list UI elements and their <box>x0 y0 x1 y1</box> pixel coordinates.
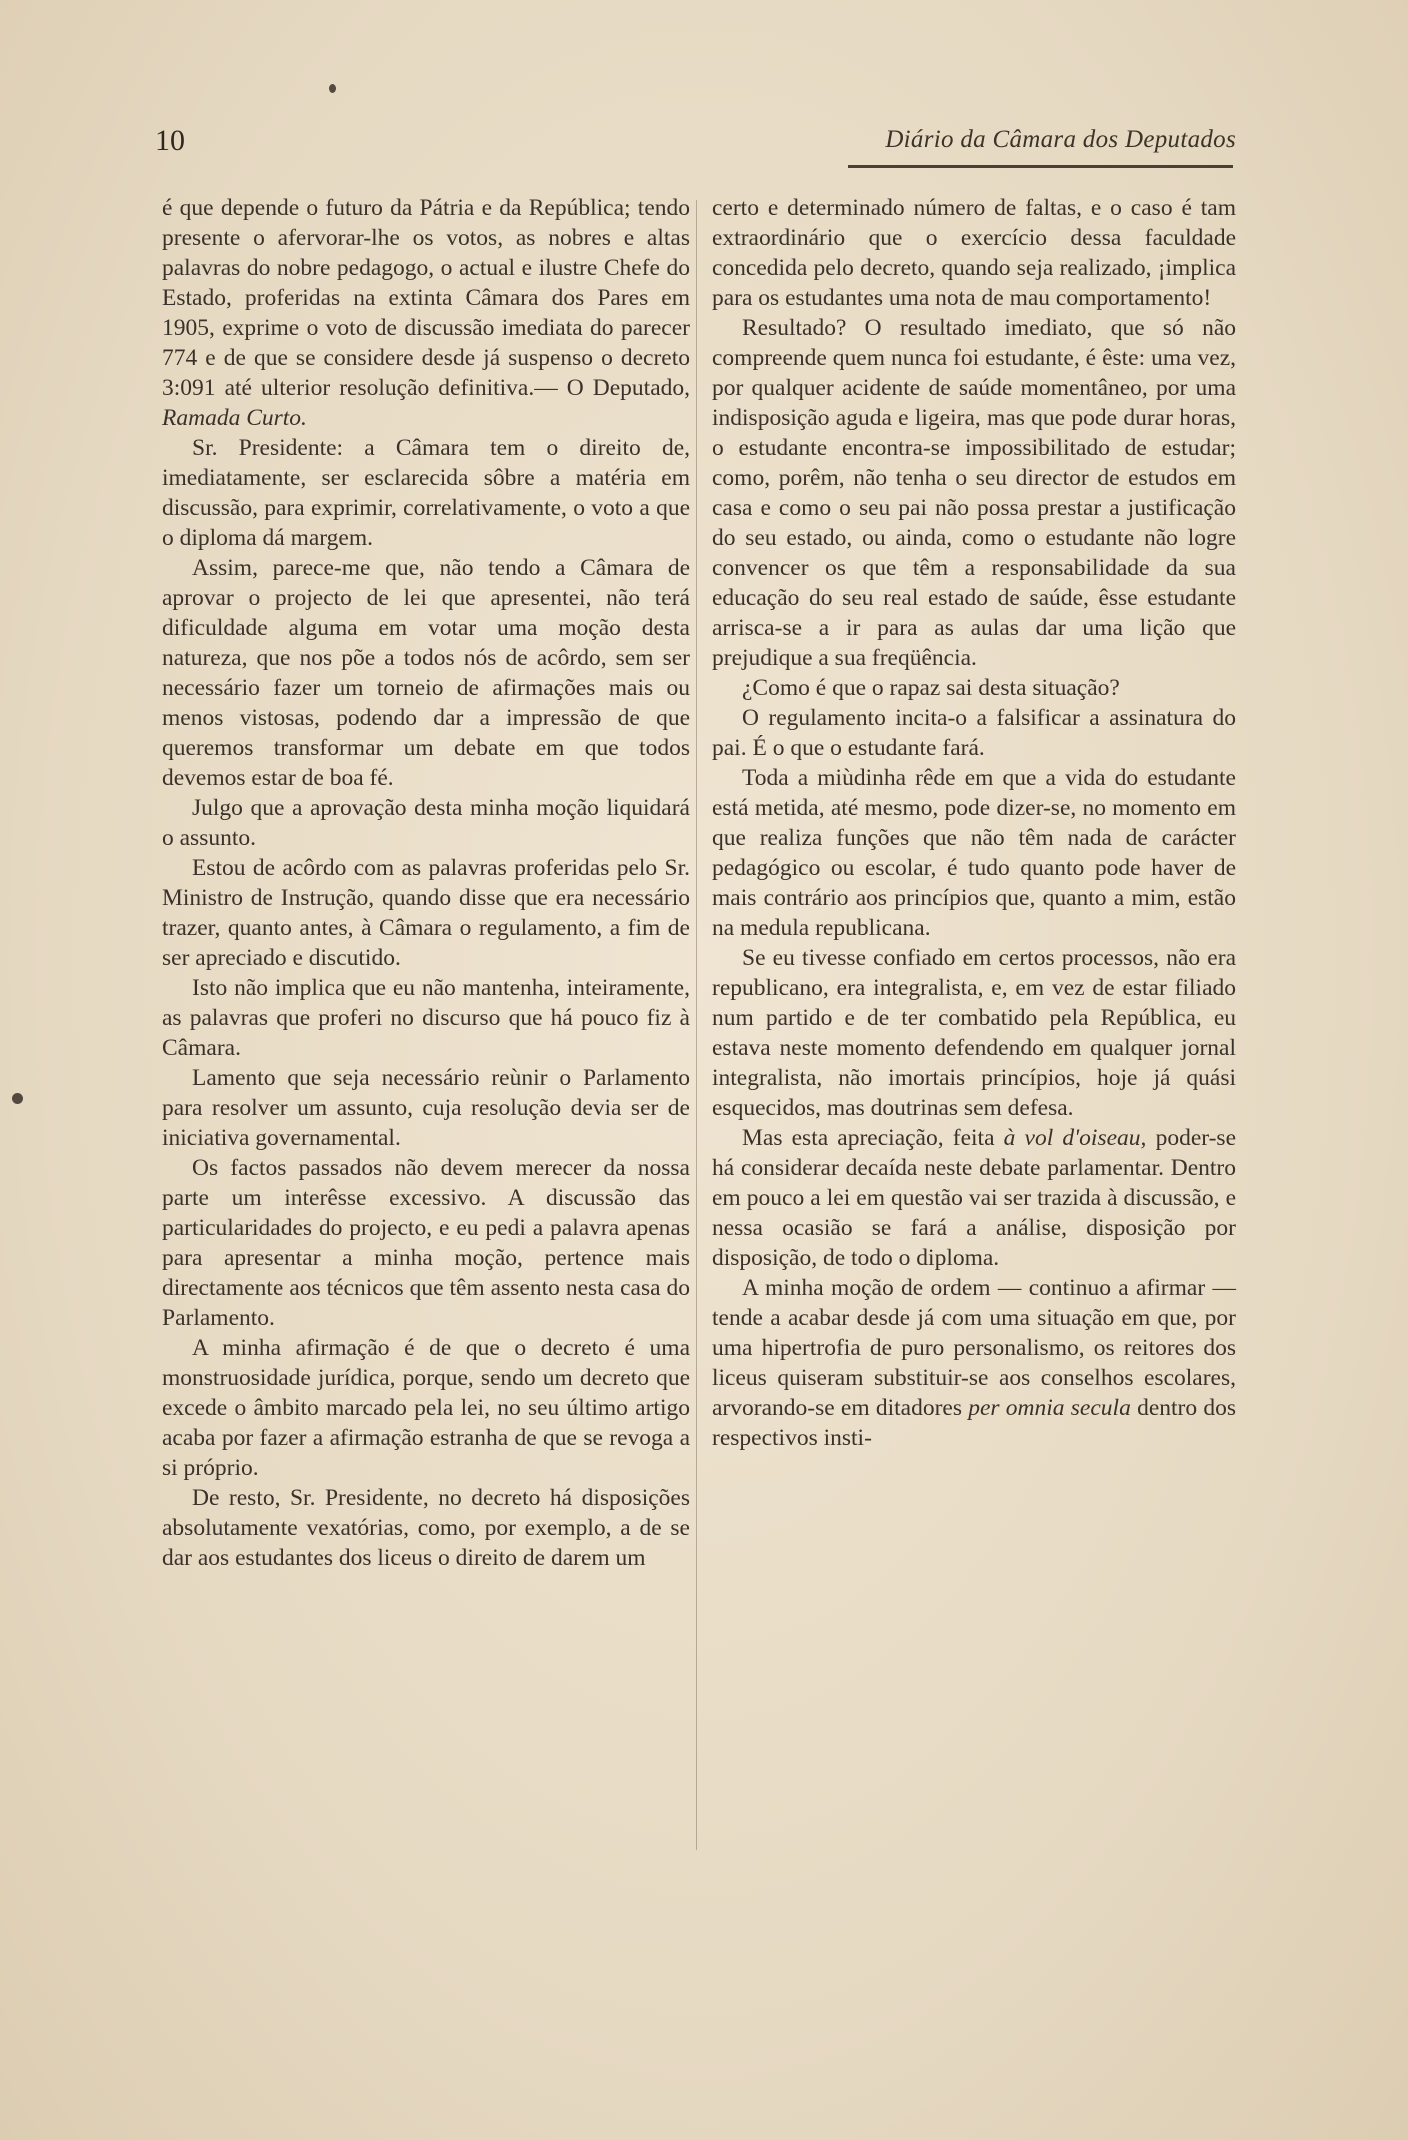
left-column <box>162 193 690 1573</box>
paragraph: Julgo que a aprovação desta minha moção liquidará o assunto. <box>162 795 690 851</box>
paragraph: De resto, Sr. Presidente, no decreto há disposições absolutamente vexatórias, como, por exemplo, a de se dar aos estudantes dos liceus o direito de darem um <box>162 1485 690 1571</box>
page-number: 10 <box>155 124 185 157</box>
ink-dot <box>329 84 336 93</box>
paragraph: Os factos passados não devem merecer da nossa parte um interêsse excessivo. A discussão das particularidades do projecto, e eu pedi a palavra apenas para apresentar a minha moção, pertence mais directamente aos técnicos que têm assento nesta casa do Parlamento. <box>162 1155 690 1331</box>
paragraph: Sr. Presidente: a Câmara tem o direito de, imediatamente, ser esclarecida sôbre a matéria em discussão, para exprimir, correlativamente, o voto a que o diploma dá margem. <box>162 435 690 551</box>
running-title: Diário da Câmara dos Deputados <box>885 126 1236 153</box>
paragraph: A minha afirmação é de que o decreto é uma monstruosidade jurídica, porque, sendo um decreto que excede o âmbito marcado pela lei, no seu último artigo acaba por fazer a afirmação estranha de que se revoga a si próprio. <box>162 1335 690 1481</box>
paragraph: Isto não implica que eu não mantenha, inteiramente, as palavras que proferi no discurso que há pouco fiz à Câmara. <box>162 975 690 1061</box>
paragraph: Resultado? O resultado imediato, que só não compreende quem nunca foi estudante, é êste: uma vez, por qualquer acidente de saúde momentâneo, por uma indisposição aguda e ligeira, mas que pode durar horas, o estudante encontra-se impossibilitado de estudar; como, porêm, não tenha o seu director de estudos em casa e como o seu pai não possa prestar a justificação do seu estado, ou ainda, como o estudante não logre convencer os que têm a responsabilidade da sua educação do seu real estado de saúde, êsse estudante arrisca-se a ir para as aulas dar uma lição que prejudique a sua freqüência. <box>712 315 1236 671</box>
ink-dot <box>12 1093 23 1104</box>
italic-phrase: à vol d'oiseau, <box>1003 1125 1147 1151</box>
right-column <box>712 193 1236 1453</box>
paragraph <box>162 193 690 433</box>
paragraph: Lamento que seja necessário reùnir o Parlamento para resolver um assunto, cuja resolução devia ser de iniciativa governamental. <box>162 1065 690 1151</box>
paragraph <box>712 1273 1236 1453</box>
header-rule <box>848 165 1233 168</box>
paragraph <box>712 1123 1236 1273</box>
italic-phrase: per omnia secula <box>968 1395 1131 1421</box>
paragraph-text: é que depende o futuro da Pátria e da República; tendo presente o afervorar-lhe os votos, as nobres e altas palavras do nobre pedagogo, o actual e ilustre Chefe do Estado, proferidas na extinta Câmara dos Pares em 1905, exprime o voto de discussão imediata do parecer 774 e de que se considere desde já suspenso o decreto 3:091 até ulterior resolução definitiva.— O Deputado, <box>162 195 690 401</box>
paragraph-text: Mas esta apreciação, feita <box>742 1125 1004 1151</box>
paragraph: Estou de acôrdo com as palavras proferidas pelo Sr. Ministro de Instrução, quando disse que era necessário trazer, quanto antes, à Câmara o regulamento, a fim de ser apreciado e discutido. <box>162 855 690 971</box>
paragraph-text: A minha moção de ordem — continuo a afirmar — tende a acabar desde já com uma situação em que, por uma hipertrofia de puro personalismo, os reitores dos liceus quiseram substituir-se aos conselhos escolares, arvorando-se em ditadores <box>712 1275 1236 1421</box>
paragraph: Se eu tivesse confiado em certos processos, não era republicano, era integralista, e, em vez de estar filiado num partido e de ter combatido pela República, eu estava neste momento defendendo em qualquer jornal integralista, não imortais princípios, hoje já quási esquecidos, mas doutrinas sem defesa. <box>712 945 1236 1121</box>
column-divider <box>696 200 697 1850</box>
paragraph: Toda a miùdinha rêde em que a vida do estudante está metida, até mesmo, pode dizer-se, no momento em que realiza funções que não têm nada de carácter pedagógico ou escolar, é tudo quanto pode haver de mais contrário aos princípios que, quanto a mim, estão na medula republicana. <box>712 765 1236 941</box>
paragraph-text: dentro dos respectivos insti- <box>712 1395 1236 1451</box>
paragraph: ¿Como é que o rapaz sai desta situação? <box>742 675 1120 701</box>
signature: Ramada Curto. <box>162 405 307 431</box>
paragraph: certo e determinado número de faltas, e o caso é tam extraordinário que o exercício dessa faculdade concedida pelo decreto, quando seja realizado, ¡implica para os estudantes uma nota de mau comportamento! <box>712 195 1236 311</box>
paragraph: Assim, parece-me que, não tendo a Câmara de aprovar o projecto de lei que apresentei, não terá dificuldade alguma em votar uma moção desta natureza, que nos põe a todos nós de acôrdo, sem ser necessário fazer um torneio de afirmações mais ou menos vistosas, podendo dar a impressão de que queremos transformar um debate em que todos devemos estar de boa fé. <box>162 555 690 791</box>
paragraph-text: poder-se há considerar decaída neste debate parlamentar. Dentro em pouco a lei em questão vai ser trazida à discussão, e nessa ocasião se fará a análise, disposição por disposição, de todo o diploma. <box>712 1125 1237 1271</box>
paragraph: O regulamento incita-o a falsificar a assinatura do pai. É o que o estudante fará. <box>712 705 1236 761</box>
